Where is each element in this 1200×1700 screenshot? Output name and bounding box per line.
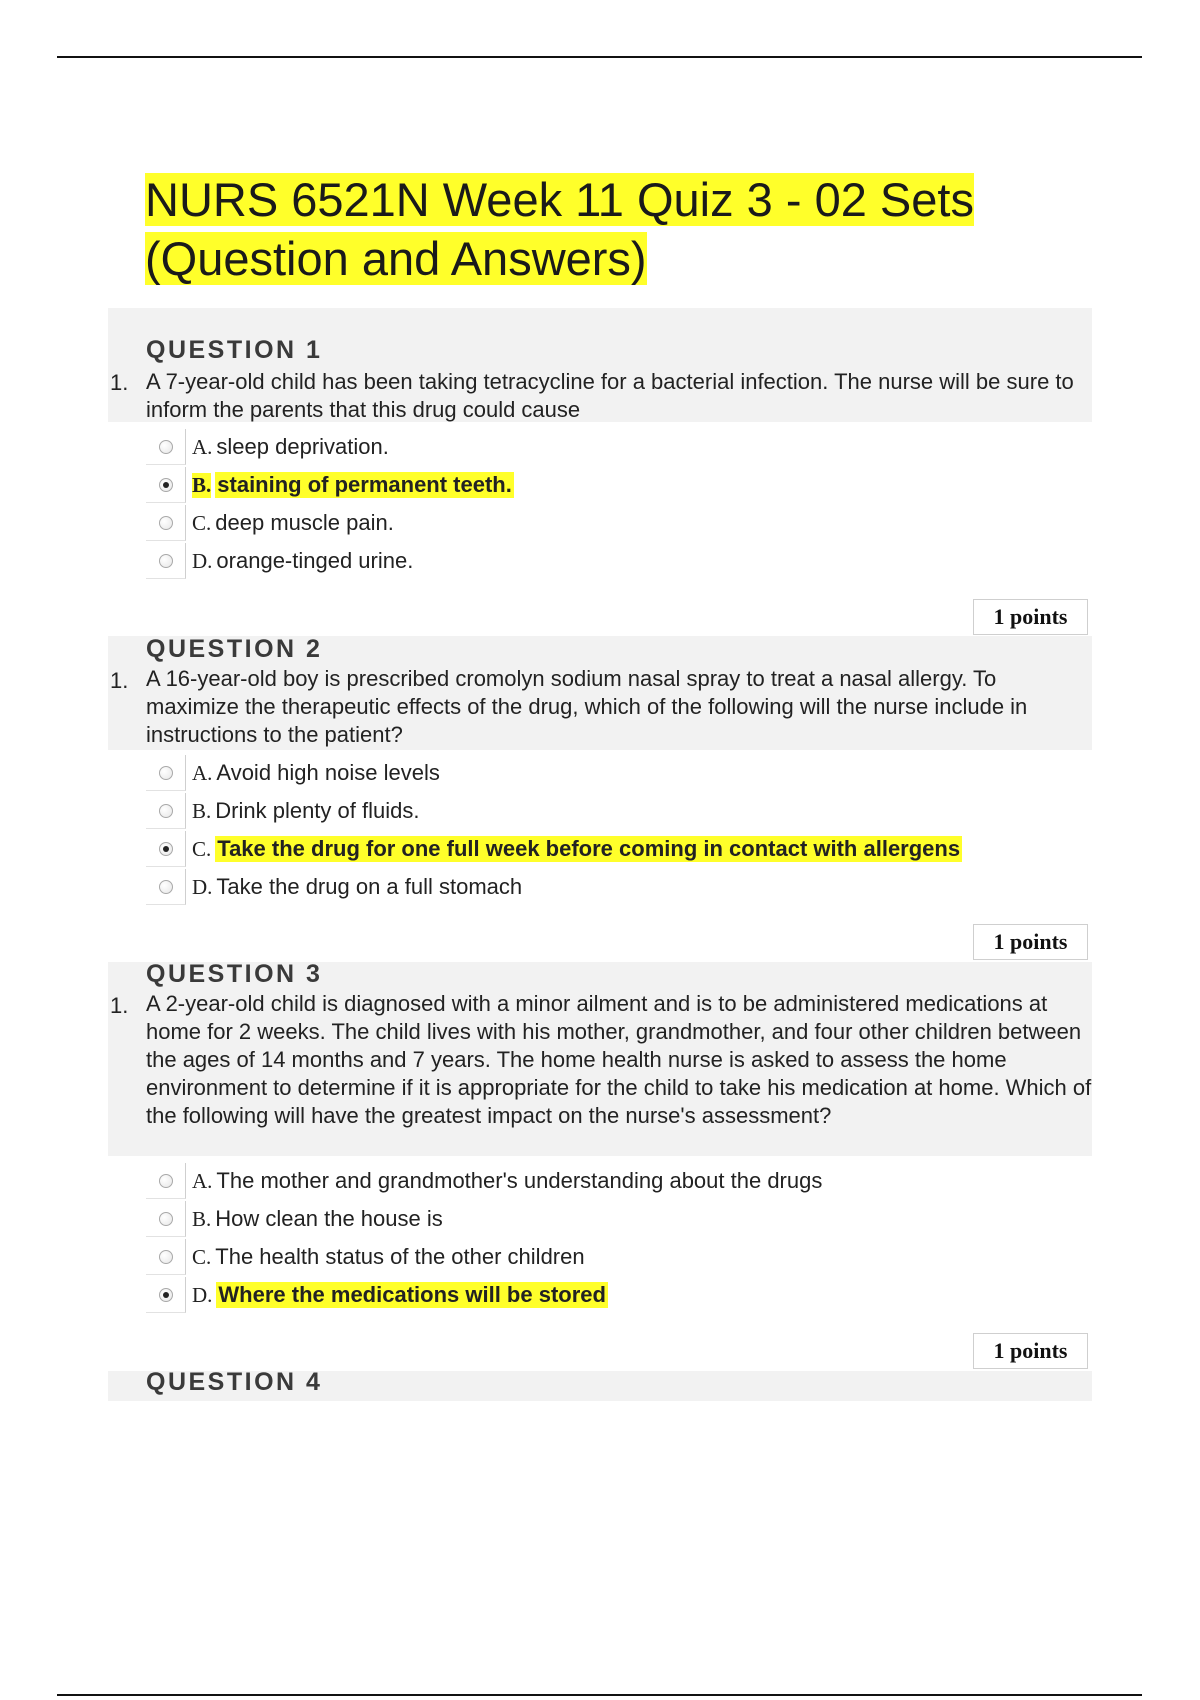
- question-2-number: 1.: [110, 668, 129, 693]
- radio-cell: [146, 869, 186, 905]
- question-1-heading: QUESTION 1: [146, 336, 323, 364]
- bottom-rule: [57, 1694, 1142, 1696]
- option-text: How clean the house is: [215, 1206, 443, 1231]
- question-3-options: [146, 1162, 1086, 1314]
- radio-cell: [146, 543, 186, 579]
- option-letter: D.: [192, 874, 213, 899]
- question-3-option-c[interactable]: [146, 1238, 1086, 1276]
- page-title-text: NURS 6521N Week 11 Quiz 3 - 02 Sets (Question and Answers): [145, 173, 974, 285]
- option-text-correct: Where the medications will be stored: [218, 1282, 606, 1307]
- question-1-option-b[interactable]: [146, 466, 1086, 504]
- radio-button[interactable]: [159, 1250, 173, 1264]
- radio-button[interactable]: [159, 804, 173, 818]
- question-2-heading: QUESTION 2: [146, 635, 323, 663]
- radio-button[interactable]: [159, 766, 173, 780]
- option-letter: A.: [192, 434, 213, 459]
- radio-cell: [146, 755, 186, 791]
- option-letter: B.: [192, 472, 212, 497]
- question-2-points: 1 points: [973, 924, 1088, 960]
- question-2-options: [146, 754, 1086, 906]
- option-letter: C.: [192, 1244, 212, 1269]
- question-3-heading: QUESTION 3: [146, 960, 323, 988]
- option-text: The health status of the other children: [215, 1244, 585, 1269]
- radio-button-selected[interactable]: [159, 1288, 173, 1302]
- question-2-option-a[interactable]: [146, 754, 1086, 792]
- option-letter: B.: [192, 1206, 212, 1231]
- option-text: deep muscle pain.: [215, 510, 394, 535]
- option-letter: A.: [192, 1168, 213, 1193]
- question-3-text: A 2-year-old child is diagnosed with a minor ailment and is to be administered medications at home for 2 weeks. The child lives with his mother, grandmother, and four other children between the ages of 14 months and 7 years. The home health nurse is asked to assess the home environment to determine if it is appropriate for the child to take his medication at home. Which of the following will have the greatest impact on the nurse's assessment?: [146, 991, 1092, 1128]
- radio-cell: [146, 793, 186, 829]
- option-letter: D.: [192, 1282, 213, 1307]
- option-letter: D.: [192, 548, 213, 573]
- question-3-number: 1.: [110, 993, 129, 1018]
- radio-cell: [146, 831, 186, 867]
- radio-cell: [146, 1239, 186, 1275]
- option-text-correct: staining of permanent teeth.: [217, 472, 512, 497]
- question-4-heading: QUESTION 4: [146, 1368, 323, 1396]
- radio-button[interactable]: [159, 1174, 173, 1188]
- top-rule: [57, 56, 1142, 58]
- radio-cell: [146, 1163, 186, 1199]
- page-title: [145, 170, 1045, 288]
- radio-button[interactable]: [159, 554, 173, 568]
- option-text: sleep deprivation.: [216, 434, 389, 459]
- question-2-option-d[interactable]: [146, 868, 1086, 906]
- option-text: Take the drug on a full stomach: [216, 874, 523, 899]
- question-1-text: A 7-year-old child has been taking tetracycline for a bacterial infection. The nurse will be sure to inform the parents that this drug could cause: [146, 369, 1074, 422]
- question-1-points: 1 points: [973, 599, 1088, 635]
- radio-button-selected[interactable]: [159, 842, 173, 856]
- question-2-option-b[interactable]: [146, 792, 1086, 830]
- option-letter: C.: [192, 836, 212, 861]
- question-1-options: [146, 428, 1086, 580]
- radio-cell: [146, 429, 186, 465]
- radio-cell: [146, 1277, 186, 1313]
- question-3-points: 1 points: [973, 1333, 1088, 1369]
- option-text-correct: Take the drug for one full week before coming in contact with allergens: [217, 836, 961, 861]
- option-letter: B.: [192, 798, 212, 823]
- option-text: orange-tinged urine.: [216, 548, 414, 573]
- radio-cell: [146, 1201, 186, 1237]
- question-1-option-d[interactable]: [146, 542, 1086, 580]
- option-text: Drink plenty of fluids.: [215, 798, 420, 823]
- question-3-option-a[interactable]: [146, 1162, 1086, 1200]
- question-2-text: A 16-year-old boy is prescribed cromolyn sodium nasal spray to treat a nasal allergy. To maximize the therapeutic effects of the drug, which of the following will the nurse include in instructions to the patient?: [146, 666, 1028, 747]
- radio-button[interactable]: [159, 440, 173, 454]
- radio-button[interactable]: [159, 516, 173, 530]
- question-1-option-a[interactable]: [146, 428, 1086, 466]
- radio-button-selected[interactable]: [159, 478, 173, 492]
- radio-button[interactable]: [159, 1212, 173, 1226]
- option-text: Avoid high noise levels: [216, 760, 440, 785]
- radio-button[interactable]: [159, 880, 173, 894]
- option-letter: C.: [192, 510, 212, 535]
- question-2-option-c[interactable]: [146, 830, 1086, 868]
- radio-cell: [146, 505, 186, 541]
- question-3-option-b[interactable]: [146, 1200, 1086, 1238]
- question-1-number: 1.: [110, 370, 129, 395]
- option-text: The mother and grandmother's understanding about the drugs: [216, 1168, 823, 1193]
- question-1-option-c[interactable]: [146, 504, 1086, 542]
- question-3-option-d[interactable]: [146, 1276, 1086, 1314]
- radio-cell: [146, 467, 186, 503]
- option-letter: A.: [192, 760, 213, 785]
